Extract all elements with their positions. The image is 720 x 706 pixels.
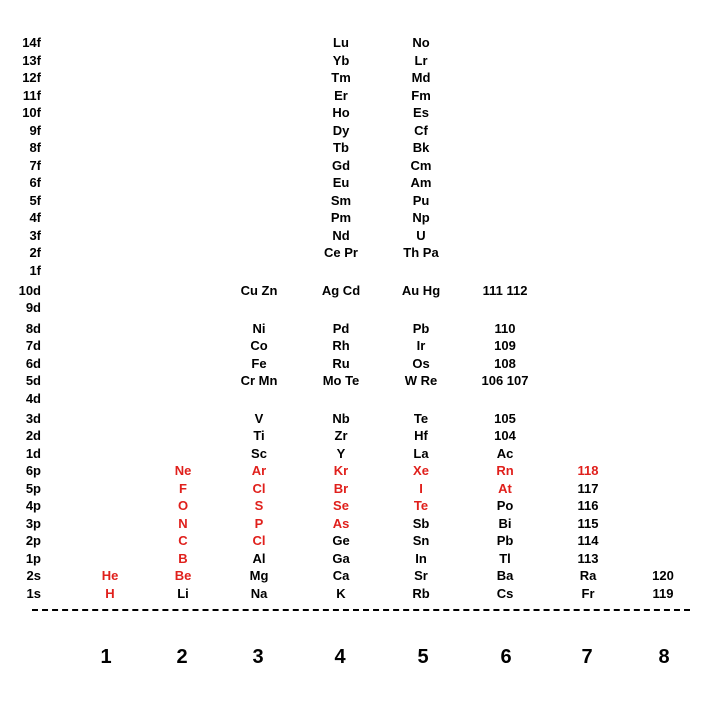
element-symbol: V bbox=[254, 411, 264, 426]
element-symbol: Cr Mn bbox=[240, 373, 278, 388]
element-symbol: Ag Cd bbox=[321, 283, 361, 298]
element-symbol: Am bbox=[410, 175, 432, 190]
row-label: 10d bbox=[18, 283, 41, 298]
element-symbol: Ni bbox=[252, 321, 266, 336]
element-symbol: Sb bbox=[412, 516, 430, 531]
element-symbol: W Re bbox=[404, 373, 438, 388]
element-symbol: At bbox=[498, 481, 512, 496]
element-symbol: 110 bbox=[494, 321, 516, 336]
element-symbol: N bbox=[178, 516, 188, 531]
element-symbol: Nd bbox=[332, 228, 350, 243]
row-label: 12f bbox=[22, 70, 41, 85]
dashed-baseline bbox=[32, 609, 690, 611]
element-symbol: Lu bbox=[333, 35, 349, 50]
element-symbol: Rh bbox=[332, 338, 350, 353]
element-symbol: Fm bbox=[411, 88, 431, 103]
element-symbol: Mo Te bbox=[322, 373, 360, 388]
column-number: 5 bbox=[417, 646, 429, 668]
column-number: 3 bbox=[252, 646, 264, 668]
element-symbol: Fr bbox=[581, 586, 595, 601]
element-symbol: Lr bbox=[414, 53, 428, 68]
element-symbol: Br bbox=[333, 481, 349, 496]
element-symbol: Na bbox=[250, 586, 268, 601]
element-symbol: F bbox=[179, 481, 187, 496]
element-symbol: 106 107 bbox=[481, 373, 529, 388]
element-symbol: Zr bbox=[334, 428, 348, 443]
element-symbol: Pu bbox=[412, 193, 430, 208]
element-symbol: Be bbox=[174, 568, 192, 583]
element-symbol: Pd bbox=[332, 321, 350, 336]
element-symbol: Sr bbox=[414, 568, 428, 583]
row-label: 1d bbox=[25, 446, 41, 461]
element-symbol: 114 bbox=[577, 533, 599, 548]
row-label: 3p bbox=[25, 516, 41, 531]
element-symbol: Ce Pr bbox=[324, 245, 358, 260]
element-symbol: As bbox=[332, 516, 350, 531]
element-symbol: Ra bbox=[579, 568, 597, 583]
element-symbol: Md bbox=[411, 70, 431, 85]
element-symbol: Tm bbox=[331, 70, 351, 85]
row-label: 9d bbox=[25, 300, 41, 315]
element-symbol: Al bbox=[252, 551, 266, 566]
element-symbol: H bbox=[105, 586, 115, 601]
row-label: 11f bbox=[22, 88, 41, 103]
element-symbol: P bbox=[254, 516, 264, 531]
element-symbol: 104 bbox=[494, 428, 516, 443]
row-label: 1p bbox=[25, 551, 41, 566]
element-symbol: In bbox=[415, 551, 427, 566]
element-symbol: Sn bbox=[412, 533, 430, 548]
row-label: 7f bbox=[29, 158, 41, 173]
element-symbol: 109 bbox=[494, 338, 516, 353]
element-symbol: Os bbox=[412, 356, 430, 371]
column-number: 2 bbox=[176, 646, 188, 668]
element-symbol: Dy bbox=[332, 123, 350, 138]
element-symbol: Rb bbox=[412, 586, 430, 601]
element-symbol: Hf bbox=[414, 428, 428, 443]
element-symbol: He bbox=[101, 568, 119, 583]
row-label: 10f bbox=[22, 105, 41, 120]
element-symbol: Ho bbox=[332, 105, 350, 120]
element-symbol: Ti bbox=[253, 428, 265, 443]
element-symbol: Bi bbox=[498, 516, 512, 531]
row-label: 2p bbox=[25, 533, 41, 548]
row-label: 5d bbox=[25, 373, 41, 388]
row-label: 8d bbox=[25, 321, 41, 336]
element-symbol: Ba bbox=[496, 568, 514, 583]
element-symbol: 108 bbox=[494, 356, 516, 371]
element-symbol: O bbox=[177, 498, 189, 513]
row-label: 1s bbox=[26, 586, 41, 601]
element-symbol: Cs bbox=[496, 586, 514, 601]
element-symbol: Y bbox=[336, 446, 346, 461]
element-symbol: Te bbox=[413, 498, 429, 513]
element-symbol: Cu Zn bbox=[240, 283, 278, 298]
row-label: 4p bbox=[25, 498, 41, 513]
element-symbol: Cl bbox=[252, 481, 266, 496]
element-symbol: Bk bbox=[412, 140, 430, 155]
row-label: 14f bbox=[22, 35, 41, 50]
row-label: 5p bbox=[25, 481, 41, 496]
element-symbol: Pm bbox=[330, 210, 352, 225]
element-symbol: Yb bbox=[332, 53, 350, 68]
element-symbol: Cf bbox=[414, 123, 428, 138]
element-symbol: Ar bbox=[251, 463, 267, 478]
column-number: 6 bbox=[500, 646, 512, 668]
element-symbol: Ge bbox=[332, 533, 350, 548]
element-symbol: Au Hg bbox=[401, 283, 441, 298]
element-symbol: Cm bbox=[410, 158, 432, 173]
element-symbol: S bbox=[254, 498, 264, 513]
row-label: 9f bbox=[29, 123, 41, 138]
element-symbol: Pb bbox=[412, 321, 430, 336]
element-symbol: Sm bbox=[330, 193, 352, 208]
element-symbol: Eu bbox=[332, 175, 350, 190]
element-symbol: C bbox=[178, 533, 188, 548]
element-symbol: K bbox=[336, 586, 346, 601]
element-symbol: Li bbox=[177, 586, 189, 601]
row-label: 4f bbox=[29, 210, 41, 225]
element-symbol: Ne bbox=[174, 463, 192, 478]
row-label: 3d bbox=[25, 411, 41, 426]
element-symbol: Ac bbox=[496, 446, 514, 461]
element-symbol: Er bbox=[334, 88, 348, 103]
column-number: 7 bbox=[581, 646, 593, 668]
element-symbol: Th Pa bbox=[403, 245, 439, 260]
element-symbol: Np bbox=[412, 210, 430, 225]
element-symbol: Fe bbox=[251, 356, 267, 371]
row-label: 2s bbox=[26, 568, 41, 583]
element-symbol: Se bbox=[333, 498, 349, 513]
element-symbol: Nb bbox=[332, 411, 350, 426]
row-label: 8f bbox=[29, 140, 41, 155]
element-symbol: Tb bbox=[333, 140, 349, 155]
row-label: 6p bbox=[25, 463, 41, 478]
row-label: 3f bbox=[29, 228, 41, 243]
element-symbol: B bbox=[178, 551, 188, 566]
row-label: 13f bbox=[22, 53, 41, 68]
element-symbol: Cl bbox=[252, 533, 266, 548]
column-number: 8 bbox=[658, 646, 670, 668]
element-symbol: No bbox=[412, 35, 430, 50]
element-symbol: 118 bbox=[577, 463, 599, 478]
element-symbol: 105 bbox=[494, 411, 516, 426]
element-symbol: 117 bbox=[577, 481, 599, 496]
element-symbol: La bbox=[413, 446, 429, 461]
element-symbol: Co bbox=[250, 338, 268, 353]
element-symbol: Tl bbox=[499, 551, 511, 566]
row-label: 1f bbox=[29, 263, 41, 278]
element-symbol: Pb bbox=[496, 533, 514, 548]
element-symbol: 115 bbox=[577, 516, 599, 531]
element-symbol: 111 112 bbox=[482, 283, 528, 298]
row-label: 6d bbox=[25, 356, 41, 371]
element-symbol: Es bbox=[413, 105, 429, 120]
row-label: 2f bbox=[29, 245, 41, 260]
element-symbol: Sc bbox=[251, 446, 267, 461]
element-symbol: Po bbox=[496, 498, 514, 513]
element-symbol: U bbox=[416, 228, 426, 243]
element-symbol: Gd bbox=[331, 158, 351, 173]
element-symbol: 119 bbox=[652, 586, 674, 601]
element-symbol: Ca bbox=[332, 568, 350, 583]
element-symbol: Ga bbox=[332, 551, 350, 566]
element-symbol: Rn bbox=[496, 463, 514, 478]
element-symbol: Mg bbox=[249, 568, 269, 583]
row-label: 5f bbox=[29, 193, 41, 208]
element-symbol: Te bbox=[413, 411, 429, 426]
row-label: 6f bbox=[29, 175, 41, 190]
element-symbol: 116 bbox=[577, 498, 599, 513]
column-number: 4 bbox=[334, 646, 346, 668]
element-symbol: Ir bbox=[416, 338, 426, 353]
element-symbol: Xe bbox=[413, 463, 429, 478]
element-symbol: I bbox=[419, 481, 423, 496]
element-symbol: Ru bbox=[332, 356, 350, 371]
element-symbol: 120 bbox=[652, 568, 674, 583]
row-label: 2d bbox=[25, 428, 41, 443]
element-symbol: Kr bbox=[333, 463, 349, 478]
row-label: 4d bbox=[25, 391, 41, 406]
row-label: 7d bbox=[25, 338, 41, 353]
column-number: 1 bbox=[100, 646, 112, 668]
element-symbol: 113 bbox=[577, 551, 599, 566]
